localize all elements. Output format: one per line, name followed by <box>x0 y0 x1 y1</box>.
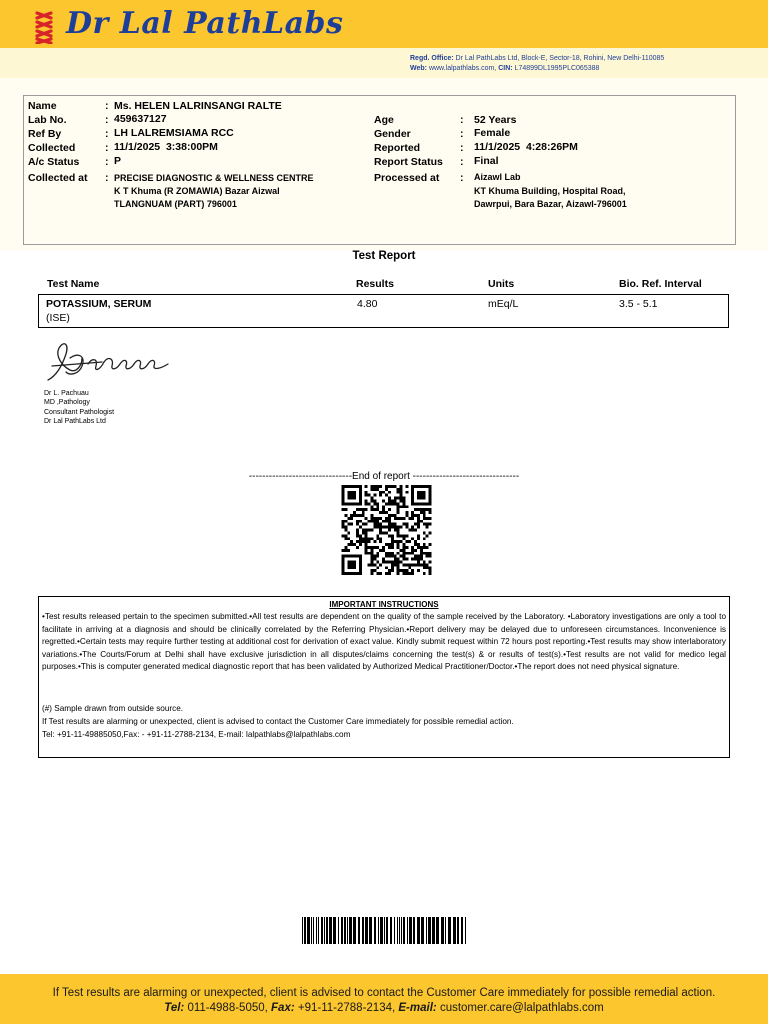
collected-at-line: PRECISE DIAGNOSTIC & WELLNESS CENTRE <box>114 173 314 183</box>
processed-at-line: KT Khuma Building, Hospital Road, <box>474 186 626 196</box>
important-instructions-box <box>38 596 730 758</box>
test-report-title: Test Report <box>352 250 416 262</box>
colon: : <box>460 128 464 140</box>
colon: : <box>460 114 464 126</box>
collected-at-line: K T Khuma (R ZOMAWIA) Bazar Aizwal <box>114 186 280 196</box>
doctor-signature-image <box>42 336 202 386</box>
cin-label: CIN: <box>498 65 513 72</box>
dna-logo-icon <box>34 10 54 44</box>
footer-fax: +91-11-2788-2134, <box>297 1002 396 1014</box>
footer-contact <box>0 1002 768 1014</box>
footer-alarm-note: If Test results are alarming or unexpected, client is advised to contact the Customer Care immediately for possible remedial action. <box>52 987 716 999</box>
processed-at-label: Processed at <box>374 172 440 184</box>
footer-tel-label: Tel: <box>164 1002 185 1014</box>
colon: : <box>105 142 109 154</box>
header-results: Results <box>356 278 394 290</box>
footer-email-label: E-mail: <box>398 1002 437 1014</box>
instructions-contact: Tel: +91-11-49885050,Fax: - +91-11-2788-2134, E-mail: lalpathlabs@lalpathlabs.com <box>42 730 351 739</box>
age: 52 Years <box>474 114 517 126</box>
ref-by-label: Ref By <box>28 128 62 140</box>
footer-fax-label: Fax: <box>271 1002 295 1014</box>
colon: : <box>105 172 109 184</box>
report-status: Final <box>474 155 499 167</box>
lab-no: 459637127 <box>114 113 167 125</box>
collected-time: 11/1/2025 3:38:00PM <box>114 141 218 153</box>
test-ref-interval: 3.5 - 5.1 <box>619 298 658 310</box>
end-of-report: -------------------------------End of report -------------------------------- <box>248 471 520 482</box>
doctor-line: Dr L. Pachuau <box>44 390 89 397</box>
processed-at-line: Dawrpui, Bara Bazar, Aizawl-796001 <box>474 199 627 209</box>
regd-label: Regd. Office: <box>410 55 454 62</box>
patient-name: Ms. HELEN LALRINSANGI RALTE <box>114 100 282 112</box>
ac-status: P <box>114 155 122 167</box>
colon: : <box>105 128 109 140</box>
gender: Female <box>474 127 511 139</box>
colon: : <box>460 142 464 154</box>
doctor-line: MD ,Pathology <box>44 399 90 407</box>
web-label: Web: <box>410 65 427 72</box>
ac-status-label: A/c Status <box>28 156 80 168</box>
lab-no-label: Lab No. <box>28 114 67 126</box>
collected-at-label: Collected at <box>28 172 88 184</box>
gender-label: Gender <box>374 128 411 140</box>
reported-time: 11/1/2025 4:28:26PM <box>474 141 578 153</box>
instructions-body: •Test results released pertain to the specimen submitted.•All test results are dependent on the quality of the sample received by the Laboratory. •Laboratory investigations are only a tool to facilitate in arriving at a diagnosis and should be clinically correlated by the Referring Physician.•Report delivery may be delayed due to unforeseen circumstances. Inconvenience is regretted.•Certain tests may require further testing at additional cost for derivation of exact value. Kindly submit request within 72 hours post reporting.•Test results may show interlaboratory variations.•The Courts/Forum at Delhi shall have exclusive jurisdiction in all disputes/claims concerning the test(s) & or results of test(s).•Test results are not valid for medico legal purposes.•This is computer generated medical diagnostic report that has been validated by Authorized Medical Practitioner/Doctor.•The report does not need physical signature. <box>42 612 726 672</box>
test-result: 4.80 <box>357 298 378 310</box>
header-test-name: Test Name <box>47 278 100 290</box>
doctor-line: Consultant Pathologist <box>44 408 115 416</box>
doctor-details <box>44 389 114 427</box>
processed-at-line: Aizawl Lab <box>474 172 521 182</box>
regd-text: Dr Lal PathLabs Ltd, Block-E, Sector-18, Rohini, New Delhi-110085 <box>455 55 665 62</box>
test-method: (ISE) <box>46 312 70 324</box>
colon: : <box>105 100 109 112</box>
regd-office <box>410 54 664 74</box>
doctor-line: Dr Lal PathLabs Ltd <box>44 418 106 426</box>
test-unit: mEq/L <box>488 298 519 310</box>
footer-tel: 011-4988-5050, <box>187 1002 268 1014</box>
footer-band <box>0 974 768 1024</box>
test-name: POTASSIUM, SERUM <box>46 298 152 310</box>
cin-text: L74899DL1995PLC065388 <box>514 65 600 72</box>
result-row-box <box>38 294 729 328</box>
instructions-alarm-note: If Test results are alarming or unexpected, client is advised to contact the Customer Care immediately for possible remedial action. <box>42 717 514 726</box>
colon: : <box>105 114 109 126</box>
instructions-title: IMPORTANT INSTRUCTIONS <box>329 600 439 609</box>
reported-label: Reported <box>374 142 421 154</box>
colon: : <box>105 156 109 168</box>
name-label: Name <box>28 100 57 112</box>
web-text: www.lalpathlabs.com, <box>428 65 497 72</box>
header-band <box>0 0 768 48</box>
header-ref-interval: Bio. Ref. Interval <box>619 278 702 290</box>
barcode-image <box>302 917 467 944</box>
collected-label: Collected <box>28 142 76 154</box>
qr-code-image <box>340 485 433 575</box>
footer-email: customer.care@lalpathlabs.com <box>439 1002 604 1014</box>
colon: : <box>460 172 464 184</box>
collected-at-line: TLANGNUAM (PART) 796001 <box>114 199 237 209</box>
colon: : <box>460 156 464 168</box>
age-label: Age <box>374 114 394 126</box>
brand-name: Dr Lal PathLabs <box>66 6 344 41</box>
report-status-label: Report Status <box>374 156 443 168</box>
ref-by: LH LALREMSIAMA RCC <box>114 127 234 139</box>
header-units: Units <box>488 278 515 290</box>
instructions-sample-note: (#) Sample drawn from outside source. <box>42 704 184 713</box>
